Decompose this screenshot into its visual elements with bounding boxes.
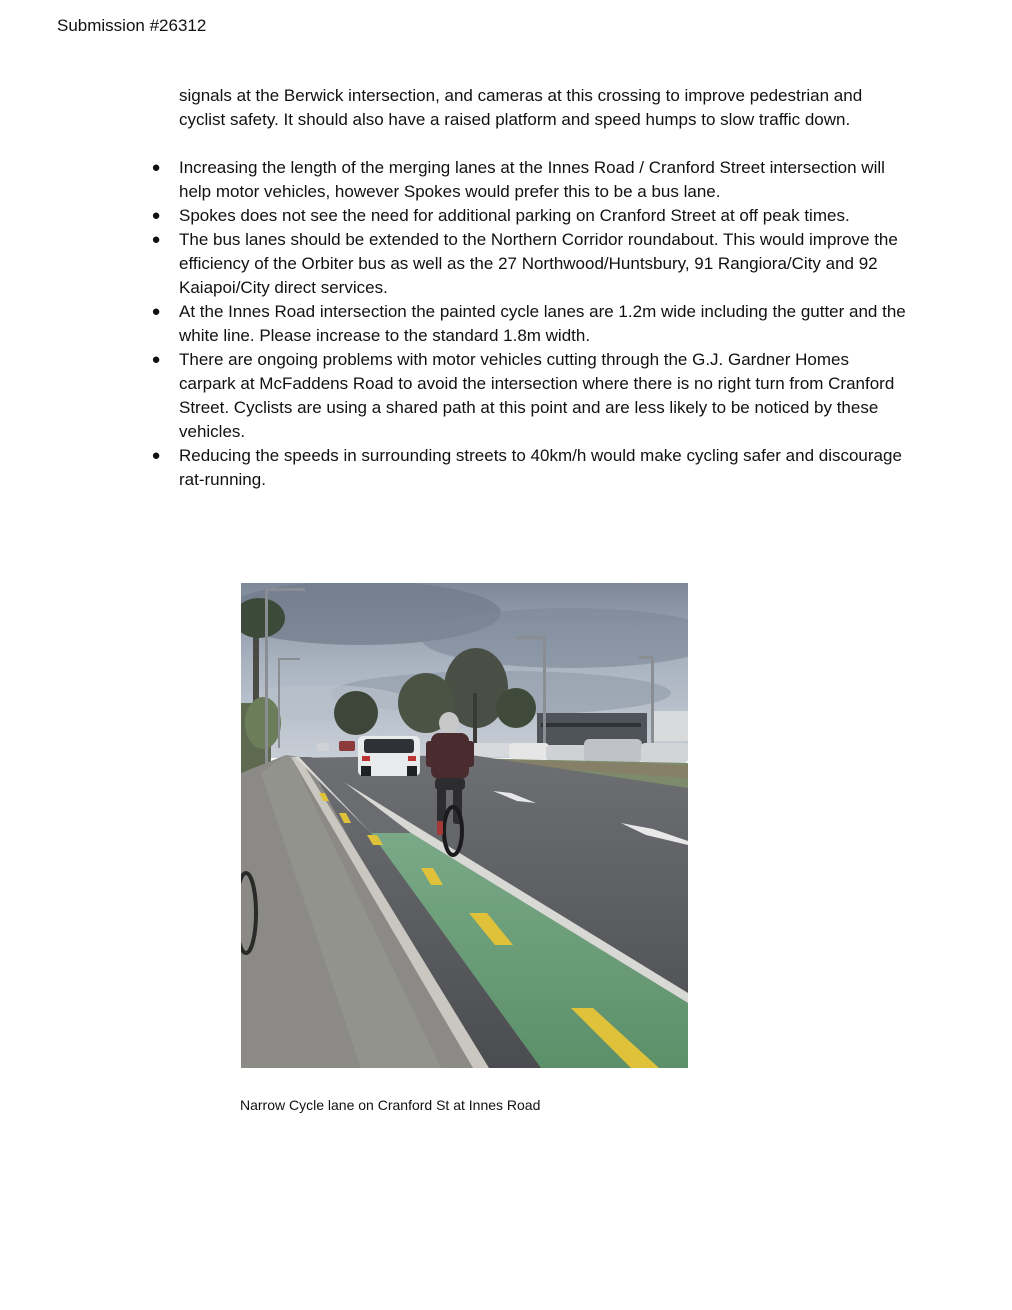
figure-caption: Narrow Cycle lane on Cranford St at Innes Road (240, 1097, 541, 1113)
submission-header: Submission #26312 (57, 16, 207, 35)
cycle-lane-photo (241, 583, 688, 1068)
bullet-text: Increasing the length of the merging lanes at the Innes Road / Cranford Street intersection will help motor vehicles, however Spokes would prefer this to be a bus lane. (179, 158, 885, 201)
list-item (151, 228, 909, 300)
list-item (151, 156, 909, 204)
bullet-list (151, 156, 909, 492)
bullet-icon: ● (151, 447, 161, 464)
bullet-text: There are ongoing problems with motor vehicles cutting through the G.J. Gardner Homes carpark at McFaddens Road to avoid the intersection where there is no right turn from Cranford Street. Cyclists are using a shared path at this point and are less likely to be noticed by these vehicles. (179, 350, 895, 441)
bullet-text: Spokes does not see the need for additional parking on Cranford Street at off peak times. (179, 206, 850, 225)
list-item (151, 444, 909, 492)
bullet-icon: ● (151, 303, 161, 320)
bullet-text: At the Innes Road intersection the painted cycle lanes are 1.2m wide including the gutter and the white line. Please increase to the standard 1.8m width. (179, 302, 906, 345)
list-item (151, 300, 909, 348)
bullet-text: Reducing the speeds in surrounding streets to 40km/h would make cycling safer and discourage rat-running. (179, 446, 902, 489)
bullet-icon: ● (151, 351, 161, 368)
bullet-icon: ● (151, 207, 161, 224)
continuation-paragraph: signals at the Berwick intersection, and cameras at this crossing to improve pedestrian and cyclist safety. It should also have a raised platform and speed humps to slow traffic down. (179, 86, 863, 129)
list-item (151, 348, 909, 444)
bullet-icon: ● (151, 159, 161, 176)
bullet-icon: ● (151, 231, 161, 248)
bullet-text: The bus lanes should be extended to the Northern Corridor roundabout. This would improve the efficiency of the Orbiter bus as well as the 27 Northwood/Huntsbury, 91 Rangiora/City and 92 Kaiapoi/City direct services. (179, 230, 898, 297)
list-item (151, 204, 909, 228)
